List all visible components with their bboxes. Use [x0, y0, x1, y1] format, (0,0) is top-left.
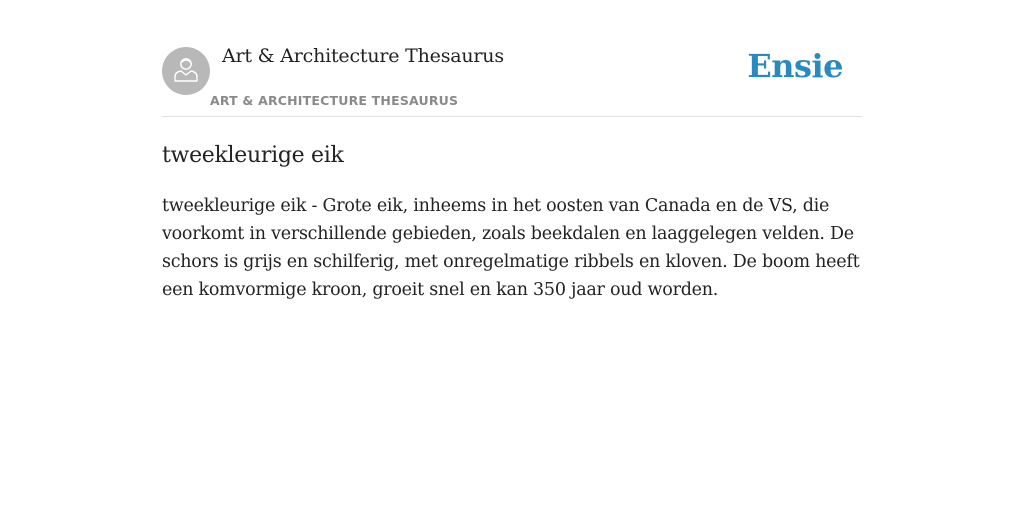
source-label[interactable]: ART & ARCHITECTURE THESAURUS — [210, 93, 459, 108]
author-avatar[interactable] — [162, 47, 210, 95]
ensie-logo[interactable]: Ensie — [747, 47, 843, 85]
author-name[interactable]: Art & Architecture Thesaurus — [222, 45, 504, 67]
term-definition: tweekleurige eik - Grote eik, inheems in het oosten van Canada en de VS, die voorkomt in verschillende gebieden, zoals beekdalen en laaggelegen velden. De schors is grijs en schilferig, met onregelmatige ribbels en kloven. De boom heeft een komvormige kroon, groeit snel en kan 350 jaar oud worden. — [162, 196, 860, 300]
user-icon — [171, 54, 201, 89]
entry-header — [162, 0, 862, 117]
entry-card — [162, 0, 862, 304]
term-title: tweekleurige eik — [162, 143, 344, 168]
